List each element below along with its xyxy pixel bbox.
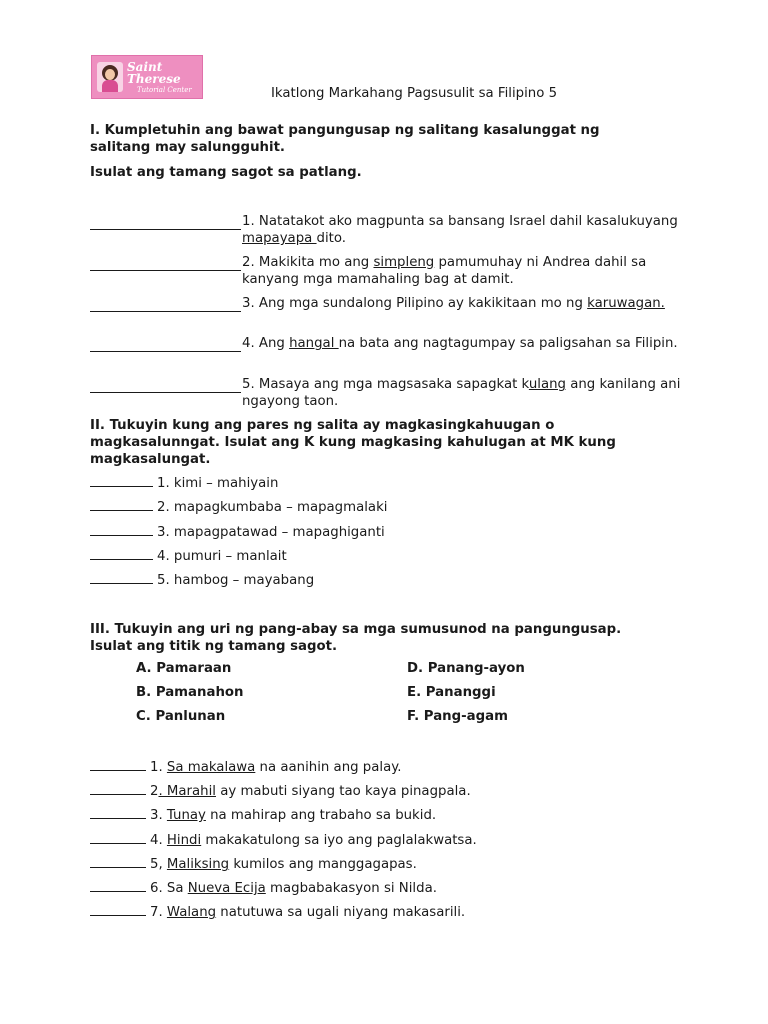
section1-instruction: Isulat ang tamang sagot sa patlang.	[90, 165, 362, 180]
answer-blank[interactable]	[90, 855, 146, 868]
answer-blank[interactable]	[90, 498, 153, 511]
page-title: Ikatlong Markahang Pagsusulit sa Filipino 5	[271, 86, 558, 101]
answer-blank[interactable]	[90, 339, 241, 352]
answer-blank[interactable]	[90, 547, 153, 560]
section2-item: 2. mapagkumbaba – mapagmalaki	[90, 498, 387, 516]
school-logo	[91, 55, 203, 99]
section3-item: 1. Sa makalawa na aanihin ang palay.	[90, 758, 401, 776]
section3-item: 5, Maliksing kumilos ang manggagapas.	[90, 855, 417, 873]
section2-heading: II. Tukuyin kung ang pares ng salita ay magkasingkahuugan o magkasalunngat. Isulat ang K kung magkasing kahulugan at MK kung magkasalungat.	[90, 418, 616, 467]
answer-blank[interactable]	[90, 258, 241, 271]
logo-name: Saint Therese	[127, 59, 181, 86]
section3-item: 6. Sa Nueva Ecija magbabakasyon si Nilda.	[90, 879, 437, 897]
worksheet-page: Saint Therese Tutorial Center Ikatlong Markahang Pagsusulit sa Filipino 5 I. Kumpletuhin ang bawat pangungusap ng salitang kasalunggat ng salitang may salungguhit. Isulat ang tamang sagot sa patlang. 1. Natatakot ako magpunta sa bansang Israel dahil kasalukuyang mapayapa dito. 2. Makikita mo ang simpleng pamumuhay ni Andrea dahil sa kanyang mga mamahaling bag at damit. 3. Ang mga sundalong Pilipino ay kakikitaan mo ng karuwagan. 4. Ang hangal na bata ang nagtagumpay sa paligsahan sa Filipin. 5. Masaya ang mga magsasaka sapagkat kulang ang kanilang ani ngayong taon. II. Tukuyin kung ang pares ng salita ay magkasingkahuugan o magkasalunngat. Isulat ang K kung magkasing kahulugan at MK kung magkasalungat. 1. kimi – mahiyain 2. mapagkumbaba – mapagmalaki 3. mapagpatawad – mapaghiganti 4. pumuri – manlait 5. hambog – mayabang III. Tukuyin ang uri ng pang-abay sa mga sumusunod na pangungusap. Isulat ang titik ng tamang sagot. A. Pamaraan B. Pamanahon C. Panlunan D. Panang-ayon E. Pananggi F. Pang-agam 1. Sa makalawa na aanihin ang palay. 2. Marahil ay mabuti siyang tao kaya pinagpala. 3. Tunay na mahirap ang trabaho sa bukid. 4. Hindi makakatulong sa iyo ang paglalakwatsa. 5, Maliksing kumilos ang manggagapas. 6. Sa Nueva Ecija magbabakasyon si Nilda. 7. Walang natutuwa sa ugali niyang makasarili.	[0, 0, 768, 1024]
section3-item: 4. Hindi makakatulong sa iyo ang paglalakwatsa.	[90, 831, 477, 849]
choice-f: F. Pang-agam	[407, 709, 508, 724]
section3-item: 3. Tunay na mahirap ang trabaho sa bukid.	[90, 806, 436, 824]
answer-blank[interactable]	[90, 903, 146, 916]
saint-icon	[97, 62, 123, 92]
answer-blank[interactable]	[90, 380, 241, 393]
answer-blank[interactable]	[90, 474, 153, 487]
section2-item: 3. mapagpatawad – mapaghiganti	[90, 523, 385, 541]
answer-blank[interactable]	[90, 782, 146, 795]
section2-item: 4. pumuri – manlait	[90, 547, 287, 565]
answer-blank[interactable]	[90, 217, 241, 230]
choice-c: C. Panlunan	[136, 709, 226, 724]
answer-blank[interactable]	[90, 758, 146, 771]
choice-a: A. Pamaraan	[136, 661, 232, 676]
answer-blank[interactable]	[90, 831, 146, 844]
section1-heading: I. Kumpletuhin ang bawat pangungusap ng salitang kasalunggat ng salitang may salungguhit.	[90, 123, 600, 155]
answer-blank[interactable]	[90, 879, 146, 892]
choice-e: E. Pananggi	[407, 685, 496, 700]
section3-item: 7. Walang natutuwa sa ugali niyang makasarili.	[90, 903, 465, 921]
answer-blank[interactable]	[90, 806, 146, 819]
logo-subtitle: Tutorial Center	[137, 85, 192, 94]
section3-heading: III. Tukuyin ang uri ng pang-abay sa mga sumusunod na pangungusap. Isulat ang titik ng tamang sagot.	[90, 622, 622, 654]
answer-blank[interactable]	[90, 571, 153, 584]
answer-blank[interactable]	[90, 299, 241, 312]
choice-b: B. Pamanahon	[136, 685, 244, 700]
section3-item: 2. Marahil ay mabuti siyang tao kaya pinagpala.	[90, 782, 471, 800]
answer-blank[interactable]	[90, 523, 153, 536]
section2-item: 1. kimi – mahiyain	[90, 474, 278, 492]
choice-d: D. Panang-ayon	[407, 661, 525, 676]
section2-item: 5. hambog – mayabang	[90, 571, 314, 589]
